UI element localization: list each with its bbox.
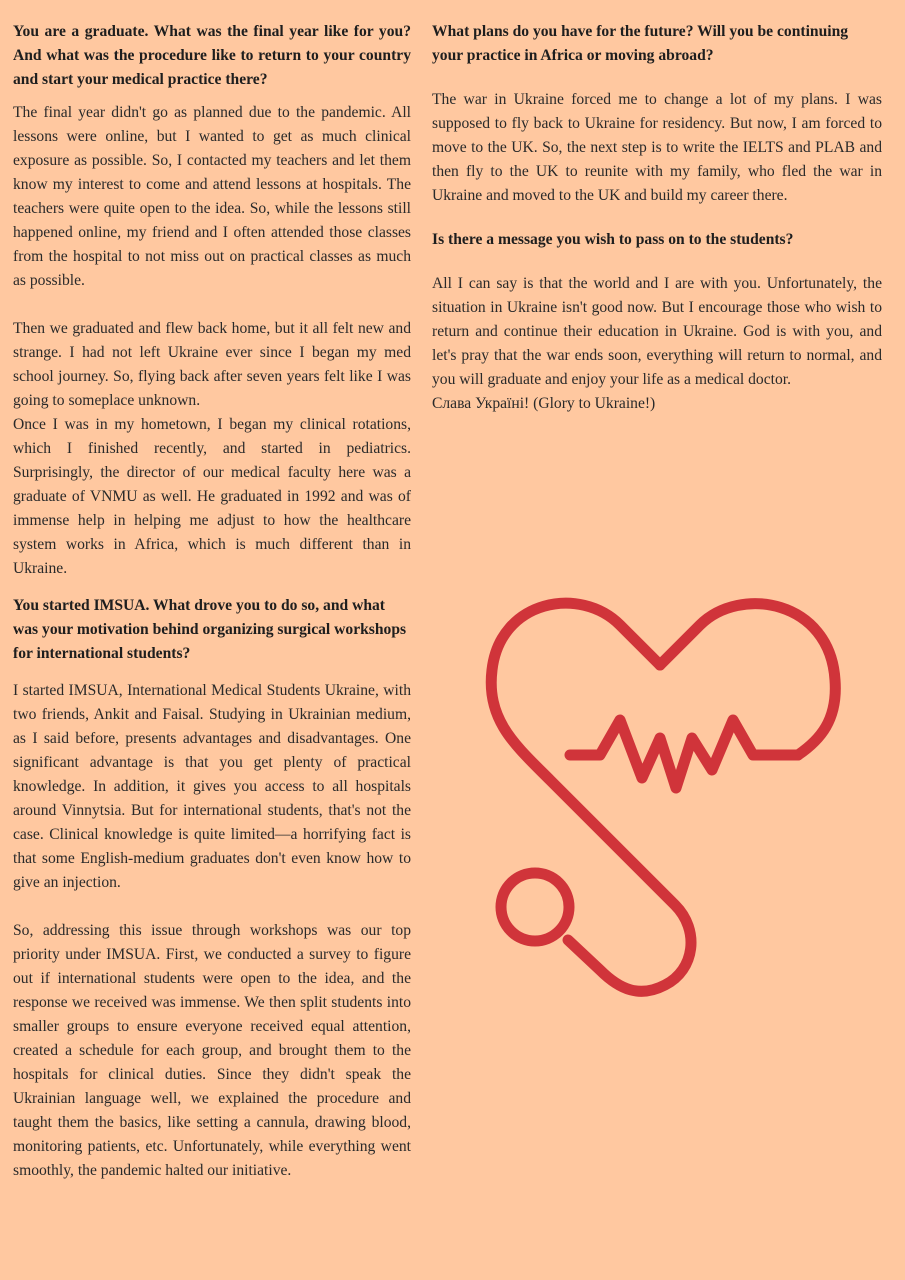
answer-future-plans: The war in Ukraine forced me to change a lot of my plans. I was supposed to fly back to Ukraine for residency. But now, I am forced to move to the UK. So, the next step is to write the IELTS and PLAB and then fly to the UK to reunite with my family, who fled the war in Ukraine and moved to the UK and build my career there. — [432, 91, 882, 204]
answer-final-year-p3: Once I was in my hometown, I began my clinical rotations, which I finished recently, and started in pediatrics. Surprisingly, the director of our medical faculty here was a graduate of VNMU as well. He graduated in 1992 and was of immense help in helping me adjust to how the healthcare system works in Africa, which is much different than in Ukraine. — [13, 416, 411, 577]
question-future-plans: What plans do you have for the future? Will you be continuing your practice in Africa or moving abroad? — [432, 23, 849, 64]
question-message: Is there a message you wish to pass on to the students? — [432, 231, 794, 248]
answer-imsua-p1: I started IMSUA, International Medical Students Ukraine, with two friends, Ankit and Faisal. Studying in Ukrainian medium, as I said before, presents advantages and disadvantages. One significant advantage is that you get plenty of practical knowledge. In addition, it gives you access to all hospitals around Vinnytsia. But for international students, that's not the case. Clinical knowledge is quite limited—a horrifying fact is that some English-medium graduates don't even know how to give an injection. — [13, 682, 411, 891]
right-column — [432, 20, 882, 416]
question-imsua: You started IMSUA. What drove you to do so, and what was your motivation behind organizing surgical workshops for international students? — [13, 597, 407, 662]
question-final-year: You are a graduate. What was the final year like for you? And what was the procedure like to return to your country and start your medical practice there? — [13, 23, 411, 88]
glory-to-ukraine: Слава Україні! (Glory to Ukraine!) — [432, 395, 656, 412]
heart-stethoscope-icon — [470, 590, 860, 1010]
answer-imsua-p2: So, addressing this issue through workshops was our top priority under IMSUA. First, we conducted a survey to figure out if international students were open to the idea, and the response we received was immense. We then split students into smaller groups to ensure everyone received equal attention, created a schedule for each group, and brought them to the hospitals for clinical duties. Since they didn't speak the Ukrainian language well, we explained the procedure and taught them the basics, like setting a cannula, drawing blood, monitoring patients, etc. Unfortunately, while everything went smoothly, the pandemic halted our initiative. — [13, 922, 411, 1179]
answer-final-year-p2: Then we graduated and flew back home, but it all felt new and strange. I had not left Ukraine ever since I began my med school journey. So, flying back after seven years felt like I was going to someplace unknown. — [13, 320, 411, 409]
answer-final-year-p1: The final year didn't go as planned due to the pandemic. All lessons were online, but I wanted to get as much clinical exposure as possible. So, I contacted my teachers and let them know my interest to come and attend lessons at hospitals. The teachers were quite open to the idea. So, while the lessons still happened online, my friend and I often attended those classes from the hospital to not miss out on practical classes as much as possible. — [13, 104, 411, 289]
answer-message: All I can say is that the world and I are with you. Unfortunately, the situation in Ukraine isn't good now. But I encourage those who wish to return and continue their education in Ukraine. God is with you, and let's pray that the war ends soon, everything will return to normal, and you will graduate and enjoy your life as a medical doctor. — [432, 275, 882, 388]
left-column — [13, 20, 411, 1183]
